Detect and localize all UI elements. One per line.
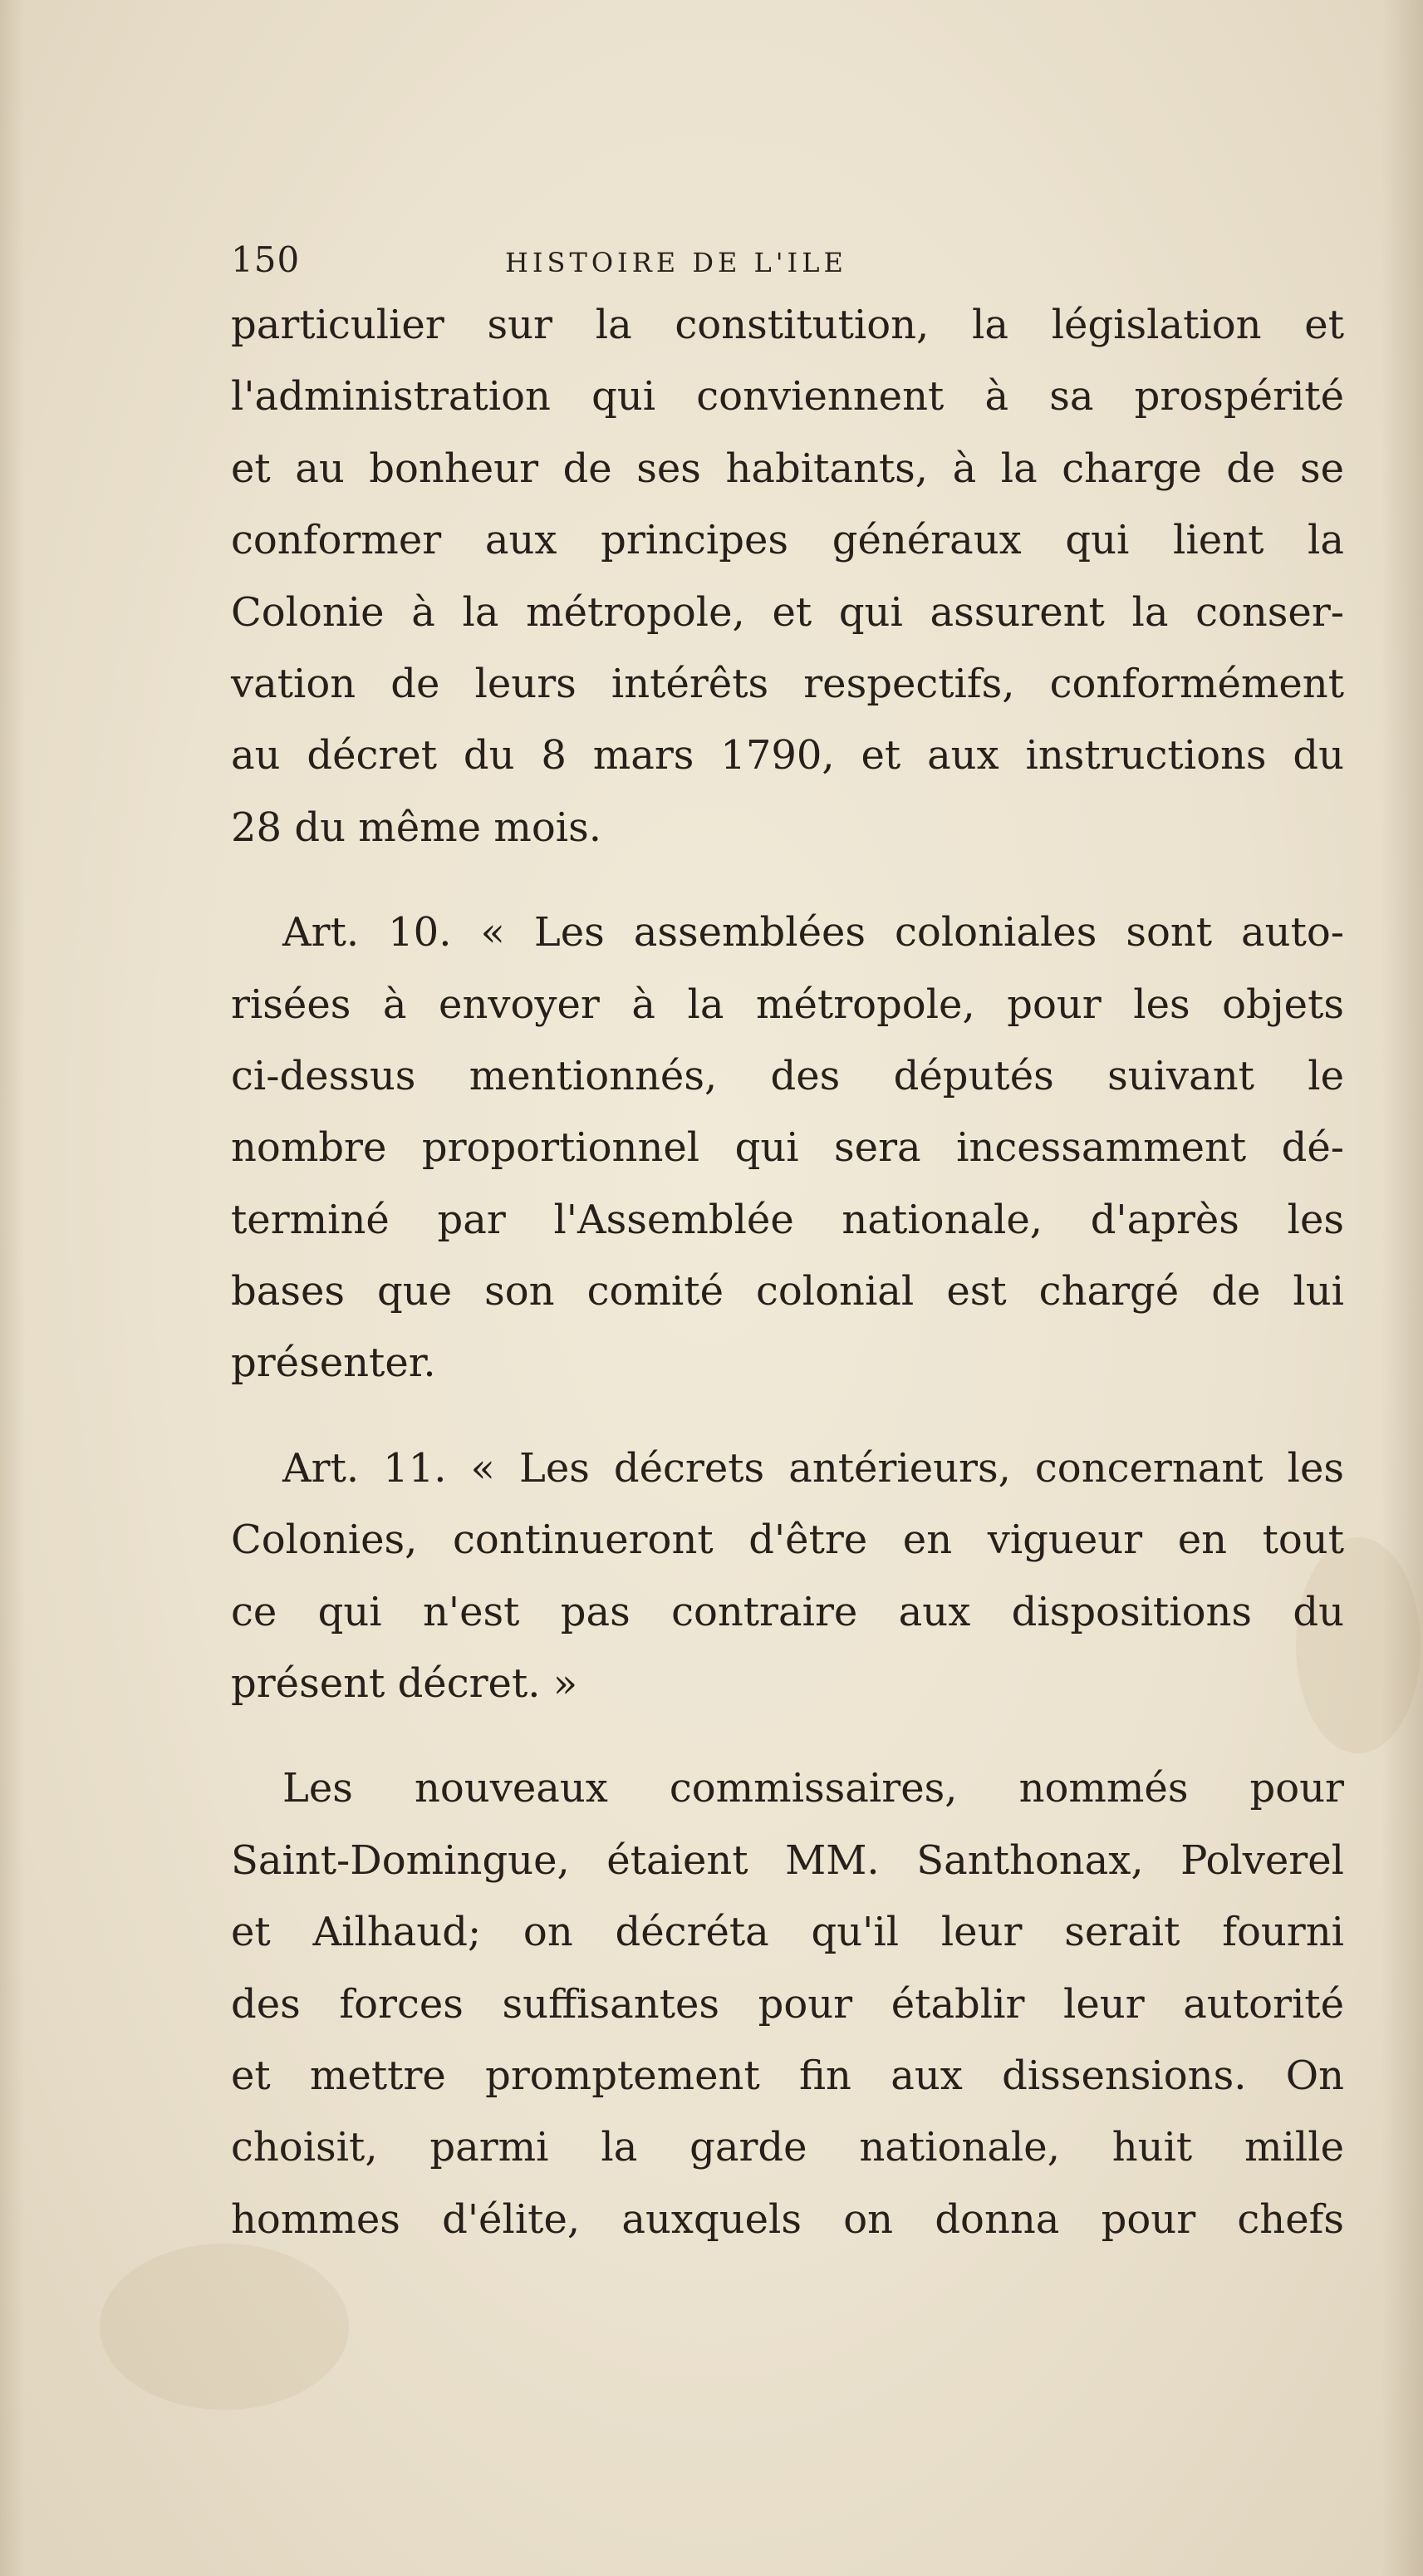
paragraph xyxy=(231,289,1344,863)
text-line: et Ailhaud; on décréta qu'il leur serait fourni xyxy=(231,1909,1344,1956)
text-line: hommes d'élite, auxquels on donna pour chefs xyxy=(231,2195,1344,2243)
text-line: et au bonheur de ses habitants, à la charge de se xyxy=(231,445,1344,492)
text-line: vation de leurs intérêts respectifs, conformément xyxy=(231,660,1344,707)
text-line: au décret du 8 mars 1790, et aux instructions du xyxy=(231,732,1344,779)
text-line: nombre proportionnel qui sera incessamment dé- xyxy=(231,1124,1344,1172)
text-line: Les nouveaux commissaires, nommés pour xyxy=(282,1765,1344,1812)
text-block xyxy=(231,239,1344,2288)
text-line: et mettre promptement fin aux dissensions. On xyxy=(231,2052,1344,2099)
text-line: Art. 10. « Les assemblées coloniales sont auto- xyxy=(282,909,1344,956)
page-number: 150 xyxy=(231,239,301,280)
text-line: présenter. xyxy=(231,1340,436,1387)
text-line: bases que son comité colonial est chargé de lui xyxy=(231,1268,1344,1315)
text-line: choisit, parmi la garde nationale, huit mille xyxy=(231,2124,1344,2171)
paragraph xyxy=(231,1753,1344,2255)
text-line: Colonie à la métropole, et qui assurent la conser- xyxy=(231,588,1344,636)
paragraph xyxy=(231,897,1344,1399)
running-head xyxy=(231,239,1344,289)
paragraph xyxy=(231,1433,1344,1720)
running-title: HISTOIRE DE L'ILE xyxy=(505,247,847,278)
text-line: des forces suffisantes pour établir leur autorité xyxy=(231,1980,1344,2028)
text-line: ce qui n'est pas contraire aux dispositions du xyxy=(231,1588,1344,1635)
text-line: présent décret. » xyxy=(231,1660,578,1708)
text-line: conformer aux principes généraux qui lient la xyxy=(231,517,1344,564)
text-line: particulier sur la constitution, la législation et xyxy=(231,302,1344,348)
text-line: Colonies, continueront d'être en vigueur en tout xyxy=(231,1517,1344,1564)
text-line: risées à envoyer à la métropole, pour les objets xyxy=(231,981,1344,1028)
text-line: Saint-Domingue, étaient MM. Santhonax, Polverel xyxy=(231,1836,1344,1884)
text-line: ci-dessus mentionnés, des députés suivant le xyxy=(231,1052,1344,1099)
text-line: terminé par l'Assemblée nationale, d'après les xyxy=(231,1196,1344,1243)
text-line: l'administration qui conviennent à sa prospérité xyxy=(231,373,1344,420)
text-line: Art. 11. « Les décrets antérieurs, concernant les xyxy=(282,1444,1344,1492)
text-line: 28 du même mois. xyxy=(231,804,601,851)
